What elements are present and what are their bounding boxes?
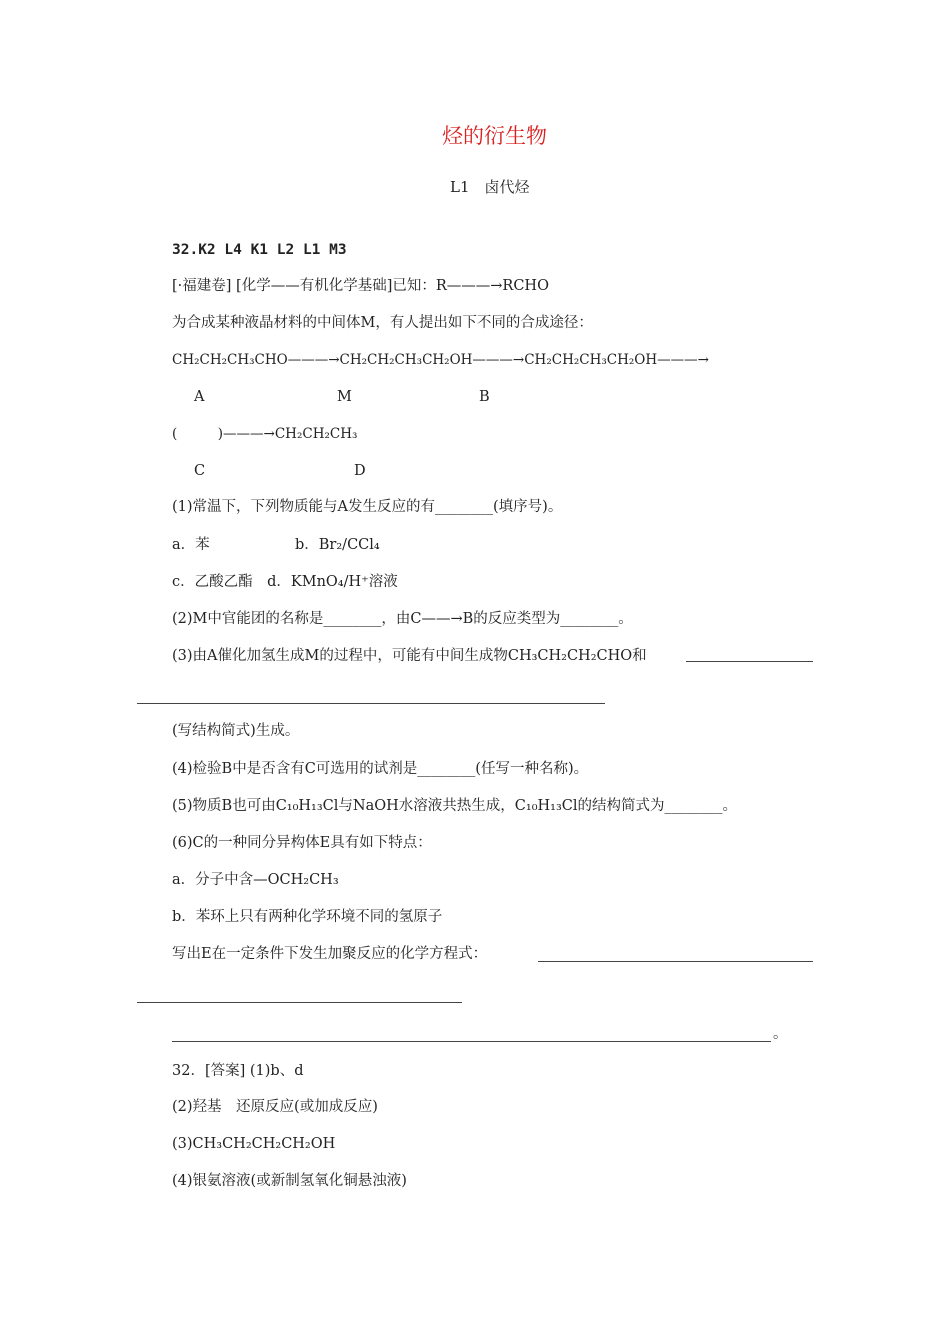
- question-3-end: (写结构简式)生成。: [172, 723, 300, 739]
- question-2: (2)M中官能团的名称是________，由C——→B的反应类型为________。: [172, 611, 633, 627]
- answer-blank-line: [172, 1041, 771, 1042]
- scheme-label-b: B: [479, 389, 490, 405]
- q1-option-b: b．Br₂/CCl₄: [295, 537, 380, 553]
- answer-4: (4)银氨溶液(或新制氢氧化铜悬浊液): [172, 1173, 407, 1189]
- q1-option-cd: c．乙酸乙酯 d．KMnO₄/H⁺溶液: [172, 574, 398, 590]
- question-5: (5)物质B也可由C₁₀H₁₃Cl与NaOH水溶液共热生成，C₁₀H₁₃Cl的结构简式为________。: [172, 798, 738, 814]
- answer-blank-line: [137, 1002, 462, 1003]
- scheme-line-2: ( )———→CH₂CH₂CH₃: [172, 426, 358, 442]
- answer-blank-line: [538, 961, 813, 962]
- scheme-label-d: D: [354, 463, 366, 479]
- scheme-label-c: C: [194, 463, 206, 479]
- question-intro: 为合成某种液晶材料的中间体M，有人提出如下不同的合成途径：: [172, 315, 593, 331]
- scheme-label-m: M: [337, 389, 352, 405]
- q6-ask: 写出E在一定条件下发生加聚反应的化学方程式：: [172, 946, 488, 962]
- q1-option-a: a．苯: [172, 537, 210, 553]
- answer-blank-line: [686, 661, 813, 662]
- answer-3: (3)CH₃CH₂CH₂CH₂OH: [172, 1136, 336, 1152]
- q6-feature-a: a．分子中含—OCH₂CH₃: [172, 872, 339, 888]
- q6-feature-b: b．苯环上只有两种化学环境不同的氢原子: [172, 909, 443, 925]
- question-1: (1)常温下，下列物质能与A发生反应的有________(填序号)。: [172, 499, 563, 515]
- page-title: 烃的衍生物: [442, 124, 547, 148]
- answer-1: 32．[答案] (1)b、d: [172, 1063, 304, 1079]
- question-tags: 32.K2 L4 K1 L2 L1 M3: [172, 242, 347, 258]
- q6-end-period: 。: [773, 1026, 788, 1042]
- scheme-label-a: A: [194, 389, 205, 405]
- scheme-line-1: CH₂CH₂CH₃CHO———→CH₂CH₂CH₃CH₂OH———→CH₂CH₂CH₃CH₂OH———→: [172, 352, 709, 368]
- answer-2: (2)羟基 还原反应(或加成反应): [172, 1099, 378, 1115]
- answer-blank-line: [137, 703, 605, 704]
- question-4: (4)检验B中是否含有C可选用的试剂是________(任写一种名称)。: [172, 761, 589, 777]
- question-source: [·福建卷] [化学——有机化学基础]已知：R———→RCHO: [172, 278, 549, 294]
- section-subtitle: L1 卤代烃: [450, 178, 530, 196]
- question-6: (6)C的一种同分异构体E具有如下特点：: [172, 835, 432, 851]
- question-3: (3)由A催化加氢生成M的过程中，可能有中间生成物CH₃CH₂CH₂CHO和: [172, 648, 647, 664]
